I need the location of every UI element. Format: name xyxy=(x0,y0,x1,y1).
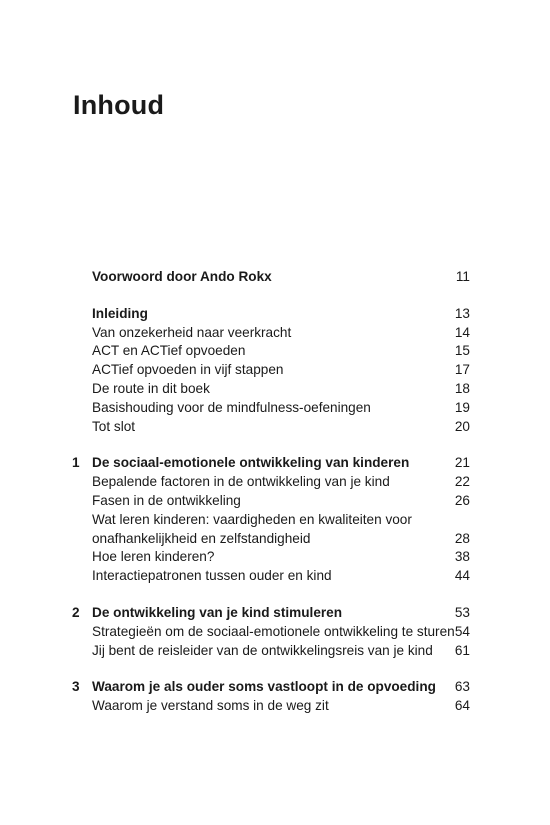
toc-group xyxy=(0,604,550,660)
toc-entry-title: Strategieën om de sociaal-emotionele ontwikkeling te sturen xyxy=(92,623,455,639)
toc-section-entry xyxy=(0,380,550,399)
toc-page-number: 44 xyxy=(454,568,470,584)
table-of-contents xyxy=(0,268,550,734)
toc-group xyxy=(0,678,550,716)
toc-entry-title: Inleiding xyxy=(92,305,148,321)
toc-entry-title: Waarom je als ouder soms vastloopt in de opvoeding xyxy=(92,679,436,695)
toc-page-number: 13 xyxy=(454,305,470,321)
toc-entry-title: Van onzekerheid naar veerkracht xyxy=(92,324,292,340)
toc-group xyxy=(0,454,550,586)
toc-page-number: 64 xyxy=(454,698,470,714)
toc-page-number: 11 xyxy=(455,269,470,284)
toc-section-entry xyxy=(0,324,550,343)
toc-group xyxy=(0,268,550,287)
toc-page-number: 61 xyxy=(454,642,470,658)
toc-page-number: 22 xyxy=(454,474,470,490)
toc-page-number: 53 xyxy=(454,604,470,620)
toc-section-entry xyxy=(0,642,550,661)
toc-section-entry xyxy=(0,697,550,716)
toc-entry-title: De route in dit boek xyxy=(92,380,210,396)
toc-page-number: 63 xyxy=(454,679,470,695)
toc-section-entry xyxy=(0,530,550,549)
toc-entry-title: Voorwoord door Ando Rokx xyxy=(92,269,272,284)
toc-entry-title: Jij bent de reisleider van de ontwikkelingsreis van je kind xyxy=(92,642,433,658)
toc-chapter-entry xyxy=(0,678,550,697)
toc-section-entry xyxy=(0,473,550,492)
toc-page-number: 54 xyxy=(454,623,470,639)
toc-chapter-number: 2 xyxy=(72,604,80,620)
toc-entry-title: Hoe leren kinderen? xyxy=(92,549,215,565)
toc-section-entry xyxy=(0,418,550,437)
toc-entry-title: Waarom je verstand soms in de weg zit xyxy=(92,698,329,714)
toc-page-number: 19 xyxy=(454,399,470,415)
toc-section-entry xyxy=(0,492,550,511)
toc-group xyxy=(0,305,550,437)
toc-entry-title: ACT en ACTief opvoeden xyxy=(92,343,246,359)
toc-page-number: 15 xyxy=(454,343,470,359)
toc-page-number: 26 xyxy=(454,492,470,508)
toc-section-entry xyxy=(0,623,550,642)
toc-section-entry xyxy=(0,548,550,567)
toc-section-entry xyxy=(0,342,550,361)
toc-page-number: 20 xyxy=(454,418,470,434)
toc-page-number: 28 xyxy=(454,530,470,546)
toc-entry-title: Bepalende factoren in de ontwikkeling van je kind xyxy=(92,474,390,490)
toc-section-entry xyxy=(0,399,550,418)
toc-chapter-entry xyxy=(0,454,550,473)
toc-page-number: 18 xyxy=(454,380,470,396)
toc-section-entry xyxy=(0,361,550,380)
toc-chapter-entry xyxy=(0,604,550,623)
toc-entry-title: De ontwikkeling van je kind stimuleren xyxy=(92,604,343,620)
toc-entry-title: ACTief opvoeden in vijf stappen xyxy=(92,362,284,378)
toc-entry-title: Fasen in de ontwikkeling xyxy=(92,492,241,508)
toc-chapter-entry xyxy=(0,305,550,324)
toc-section-entry xyxy=(0,511,550,530)
toc-chapter-number: 3 xyxy=(72,679,80,695)
toc-page-number: 14 xyxy=(454,324,470,340)
toc-entry-title: De sociaal-emotionele ontwikkeling van kinderen xyxy=(92,455,410,471)
toc-page-number: 17 xyxy=(454,362,470,378)
page-title: Inhoud xyxy=(73,90,165,120)
toc-section-entry xyxy=(0,567,550,586)
toc-entry-title: Tot slot xyxy=(92,418,136,434)
toc-entry-title: Interactiepatronen tussen ouder en kind xyxy=(92,568,332,584)
toc-page-number: 38 xyxy=(454,549,470,565)
toc-chapter-number: 1 xyxy=(72,455,80,471)
toc-chapter-entry xyxy=(0,268,550,287)
toc-entry-title: Wat leren kinderen: vaardigheden en kwaliteiten voor xyxy=(92,511,412,527)
toc-page-number: 21 xyxy=(454,455,470,471)
toc-entry-title: onafhankelijkheid en zelfstandigheid xyxy=(92,530,311,546)
toc-entry-title: Basishouding voor de mindfulness-oefeningen xyxy=(92,399,371,415)
